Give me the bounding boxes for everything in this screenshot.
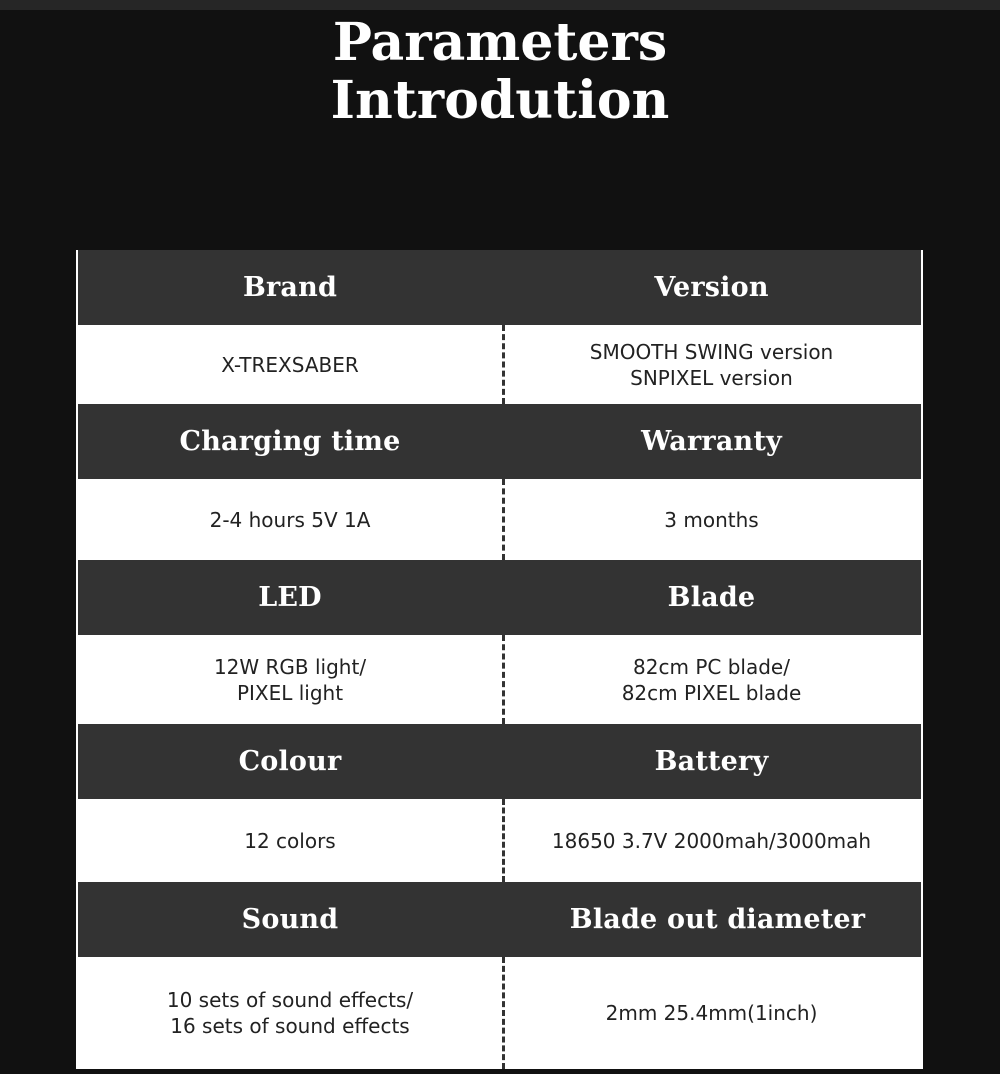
value-version: SMOOTH SWING version SNPIXEL version: [589, 339, 834, 390]
label-led: LED: [258, 582, 322, 613]
label-colour: Colour: [238, 746, 342, 777]
value-battery: 18650 3.7V 2000mah/3000mah: [551, 828, 872, 853]
label-sound: Sound: [241, 904, 339, 935]
value-colour: 12 colors: [244, 828, 336, 853]
header-row-charging-warranty: [78, 404, 921, 479]
value-led: 12W RGB light/ PIXEL light: [213, 654, 367, 705]
header-row-brand-version: [78, 250, 921, 325]
value-brand: X-TREXSABER: [221, 352, 359, 377]
label-blade: Blade: [667, 582, 756, 613]
label-warranty: Warranty: [641, 426, 782, 457]
label-version: Version: [654, 272, 769, 303]
header-row-led-blade: [78, 560, 921, 635]
label-charging-time: Charging time: [179, 426, 401, 457]
value-row-charging-warranty: [78, 479, 921, 560]
page-title: [0, 14, 1000, 130]
value-warranty: 3 months: [664, 507, 759, 532]
header-row-colour-battery: [78, 724, 921, 799]
page-title-line-1: Parameters: [332, 12, 668, 73]
header-row-sound-diameter: [78, 882, 921, 957]
top-strip: [0, 0, 1000, 10]
value-row-led-blade: [78, 635, 921, 724]
value-blade: 82cm PC blade/ 82cm PIXEL blade: [621, 654, 802, 705]
value-charging-time: 2-4 hours 5V 1A: [209, 507, 371, 532]
label-brand: Brand: [242, 272, 338, 303]
value-blade-out-diameter: 2mm 25.4mm(1inch): [605, 1001, 818, 1025]
label-blade-out-diameter: Blade out diameter: [569, 904, 866, 935]
page-title-line-2: Introdution: [330, 70, 670, 131]
label-battery: Battery: [654, 746, 769, 777]
value-sound: 10 sets of sound effects/ 16 sets of sound effects: [166, 988, 414, 1038]
value-row-brand-version: [78, 325, 921, 404]
value-row-sound-diameter: [78, 957, 921, 1069]
parameters-table: [76, 250, 923, 1069]
value-row-colour-battery: [78, 799, 921, 882]
